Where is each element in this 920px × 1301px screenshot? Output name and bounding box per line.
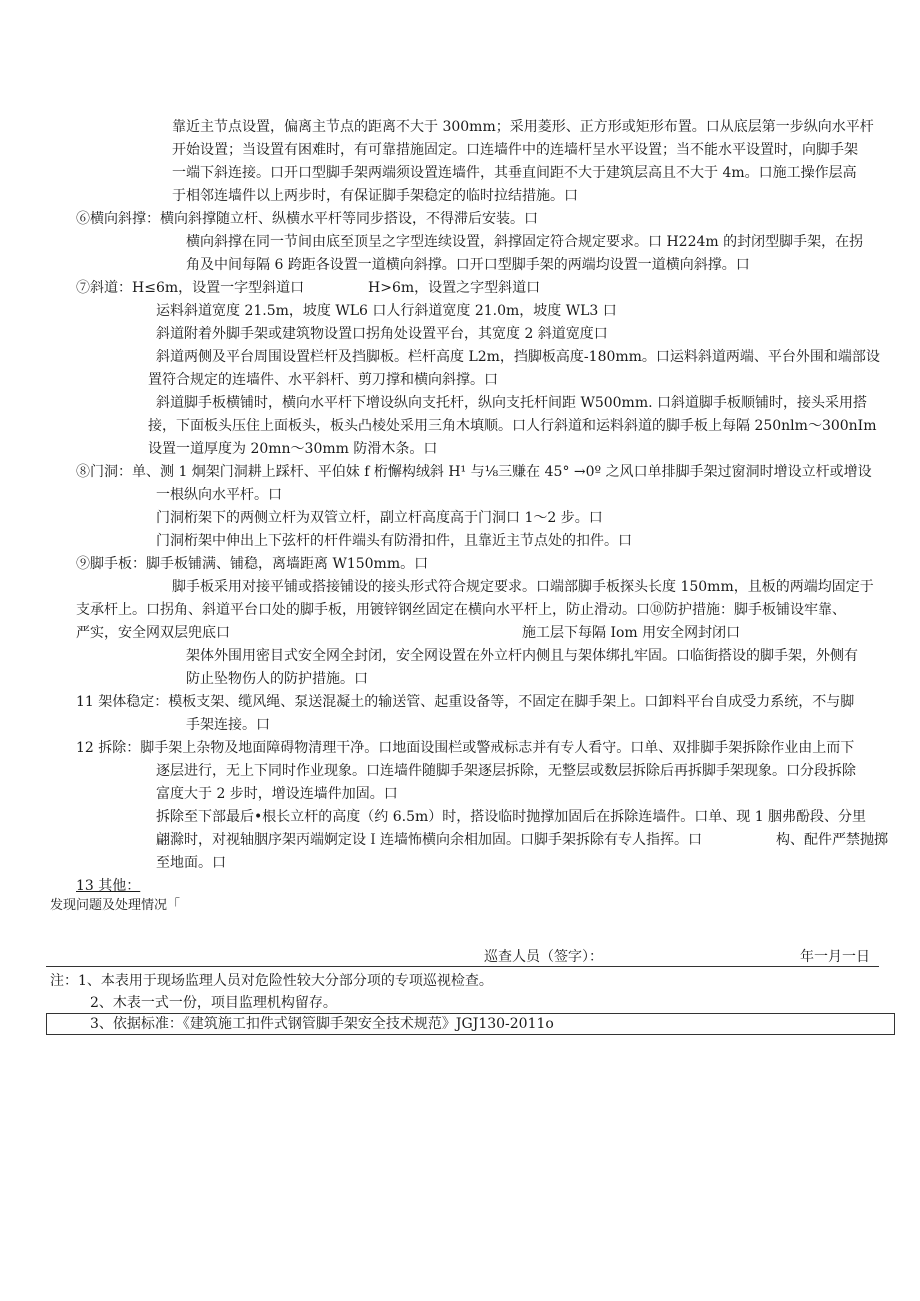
- ramp-line-2: 斜道附着外脚手架或建筑物设置口拐角处设置平台，其宽度 2 斜道宽度口: [156, 326, 608, 342]
- scaffold-board-heading: ⑨脚手板：脚手板铺满、铺稳，离墙距离 W150mm。口: [76, 556, 429, 572]
- found-problems-label: 发现问题及处理情况「: [50, 898, 181, 913]
- signature-rule: [46, 966, 879, 967]
- ramp-line-5: 斜道脚手板横铺时，横向水平杆下增设纵向支托杆，纵向支托杆间距 W500mm. 口斜道脚手板顺铺时，接头采用搭: [156, 395, 868, 411]
- ramp-line-4: 置符合规定的连墙件、水平斜杆、剪刀撑和横向斜撑。口: [148, 372, 498, 388]
- scaffold-board-line-2: 支承杆上。口拐角、斜道平台口处的脚手板，用镀锌钢丝固定在横向水平杆上，防止滑动。口⑩防护措施：脚手板铺设牢靠、: [76, 602, 846, 618]
- dismantle-line-4: 翩滁时，对视轴胭序架丙端婀定设Ｉ连墙怖横向余相加固。口脚手架拆除有专人指挥。口: [156, 832, 702, 848]
- cross-brace-line-1: 横向斜撑在同一节间由底至顶呈之字型连续设置，斜撑固定符合规定要求。口 H224m 的封闭型脚手架，在拐: [186, 234, 864, 250]
- dismantle-line-2: 富度大于 2 步时，增设连墙件加固。口: [156, 786, 398, 802]
- ramp-line-6: 接，下面板头压住上面板头，板头凸棱处采用三角木填顺。口人行斜道和运料斜道的脚手板上每隔 250nlm～300nIm: [148, 418, 877, 434]
- stability-line-1: 手架连接。口: [186, 717, 270, 733]
- ramp-heading-a: ⑦斜道：H≤6m，设置一字型斜道口: [76, 280, 305, 296]
- note-3: 3、依据标准：《建筑施工扣件式钢管脚手架安全技术规范》JGJ130-2011o: [90, 1016, 554, 1032]
- note-2: 2、木表一式一份，项目监理机构留存。: [90, 995, 337, 1011]
- doorway-line-3: 门洞桁架中伸出上下弦杆的杆件端头有防滑扣件，且靠近主节点处的扣件。口: [156, 533, 632, 549]
- doorway-heading: ⑧门洞：单、测 1 炯架门洞耕上踩杆、平伯妹 f 桁懈构绒斜 H¹ 与⅛三赚在 45° →0º 之风口单排脚手架过窗洞时增设立杆或增设: [76, 464, 872, 480]
- protection-line-3: 防止坠物伤人的防护措施。口: [186, 671, 368, 687]
- dismantle-line-1: 逐层进行，无上下同时作业现象。口连墙件随脚手架逐层拆除，无整层或数层拆除后再拆脚手架现象。口分段拆除: [156, 763, 856, 779]
- wall-tie-line-3: 一端下斜连接。口开口型脚手架两端须设置连墙件，其垂直间距不大于建筑层高且不大于 4m。口施工操作层高: [172, 165, 857, 181]
- protection-line-2: 架体外围用密目式安全网全封闭，安全网设置在外立杆内侧且与架体绑扎牢固。口临街搭设的脚手架，外侧有: [186, 648, 858, 664]
- wall-tie-line-1: 靠近主节点设置，偏离主节点的距离不大于 300mm；采用菱形、正方形或矩形布置。口从底层第一步纵向水平杆: [172, 119, 874, 135]
- dismantle-line-4b: 构、配件严禁抛掷: [776, 832, 888, 848]
- ramp-heading-b: H>6m，设置之字型斜道口: [368, 280, 541, 296]
- inspector-signature-label: 巡查人员（签字）：: [484, 949, 603, 965]
- protection-line-1: 严实，安全网双层兜底口: [76, 625, 230, 641]
- wall-tie-line-2: 开始设置；当设置有困难时，有可靠措施固定。口连墙件中的连墙杆呈水平设置；当不能水平设置时，向脚手架: [172, 142, 858, 158]
- protection-line-1b: 施工层下每隔 Iom 用安全网封闭口: [522, 625, 741, 641]
- ramp-line-1: 运料斜道宽度 21.5m，坡度 WL6 口人行斜道宽度 21.0m，坡度 WL3 口: [156, 303, 617, 319]
- cross-brace-heading: ⑥横向斜撑：横向斜撑随立杆、纵横水平杆等同步搭设，不得滞后安装。口: [76, 211, 538, 227]
- dismantle-line-5: 至地面。口: [156, 855, 226, 871]
- note-1: 注：1、本表用于现场监理人员对危险性较大分部分项的专项巡视检查。: [50, 973, 493, 989]
- date-label: 年一月一日: [800, 949, 870, 965]
- cross-brace-line-2: 角及中间每隔 6 跨距各设置一道横向斜撑。口开口型脚手架的两端均设置一道横向斜撑。口: [186, 257, 750, 273]
- wall-tie-line-4: 于相邻连墙件以上两步时，有保证脚手架稳定的临时拉结措施。口: [172, 188, 578, 204]
- dismantle-heading: 12 拆除：脚手架上杂物及地面障碍物清理干净。口地面设围栏或警戒标志并有专人看守。口单、双排脚手架拆除作业由上而下: [76, 740, 855, 756]
- scaffold-board-line-1: 脚手板采用对接平铺或搭接铺设的接头形式符合规定要求。口端部脚手板探头长度 150mm，且板的两端均固定于: [172, 579, 874, 595]
- doorway-line-2: 门洞桁架下的两侧立杆为双管立杆，副立杆高度高于门洞口 1～2 步。口: [156, 510, 603, 526]
- ramp-line-7: 设置一道厚度为 20mn～30mm 防滑木条。口: [148, 441, 438, 457]
- other-heading: 13 其他：: [76, 878, 141, 894]
- stability-heading: 11 架体稳定：模板支架、缆风绳、泵送混凝土的输送管、起重设备等，不固定在脚手架上。口卸料平台自成受力系统，不与脚: [76, 694, 855, 710]
- doorway-line-1: 一根纵向水平杆。口: [156, 487, 282, 503]
- ramp-line-3: 斜道两侧及平台周围设置栏杆及挡脚板。栏杆高度 L2m，挡脚板高度-180mm。口运料斜道两端、平台外围和端部设: [156, 349, 880, 365]
- dismantle-line-3: 拆除至下部最后•根长立杆的高度（约 6.5m）时，搭设临时抛撑加固后在拆除连墙件。口单、现 1 胭弗酚段、分里: [156, 809, 867, 825]
